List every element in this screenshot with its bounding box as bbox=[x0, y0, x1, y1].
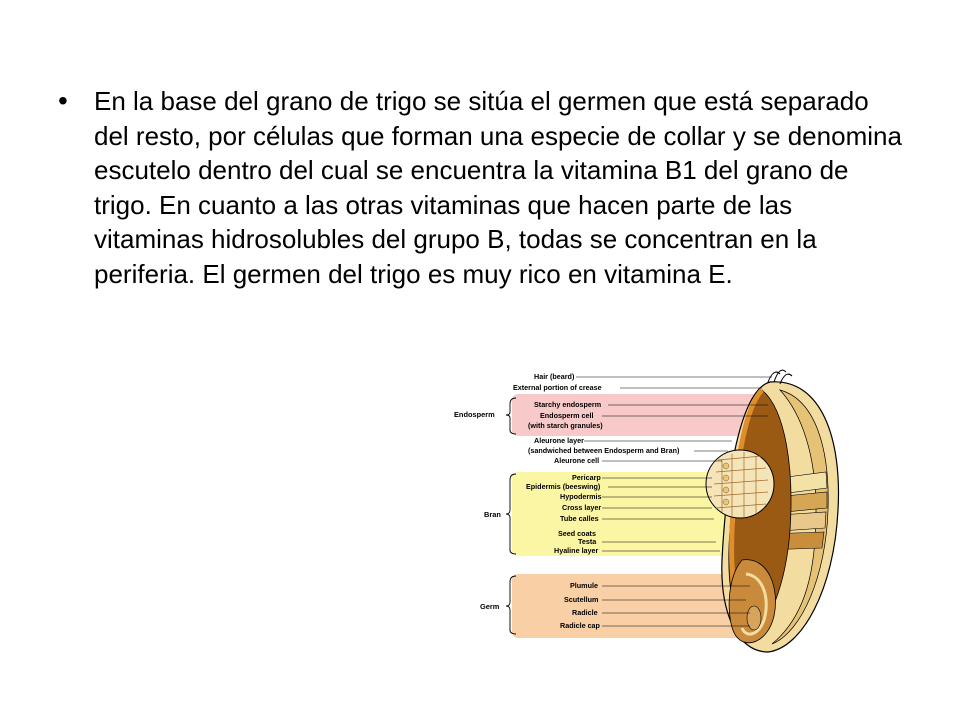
label-hyaline-layer: Hyaline layer bbox=[554, 546, 599, 555]
label-external-crease: External portion of crease bbox=[513, 383, 602, 392]
group-label-endosperm: Endosperm bbox=[454, 410, 495, 419]
magnified-granule-2 bbox=[723, 475, 729, 481]
magnified-granule-1 bbox=[723, 463, 729, 469]
label-endosperm-cell: Endosperm cell bbox=[540, 411, 594, 420]
label-starch-granules: (with starch granules) bbox=[528, 421, 603, 430]
bullet-text: En la base del grano de trigo se sitúa el germen que está separado del resto, por células que forman una especie de collar y se denomina escutelo dentro del cual se encuentra la vitamina B1 del grano de trigo. En cuanto a las otras vitaminas que hacen parte de las vitaminas hidrosolubles del grupo B, todas se concentran en la periferia. El germen del trigo es muy rico en vitamina E. bbox=[94, 86, 902, 289]
label-hypodermis: Hypodermis bbox=[560, 492, 602, 501]
label-starchy-endosperm: Starchy endosperm bbox=[534, 400, 602, 409]
label-aleurone-layer: Aleurone layer bbox=[534, 436, 584, 445]
label-aleurone-sandwich: (sandwiched between Endosperm and Bran) bbox=[528, 446, 680, 455]
magnified-granule-3 bbox=[723, 487, 729, 493]
label-testa: Testa bbox=[578, 537, 597, 546]
label-radicle: Radicle bbox=[572, 608, 598, 617]
label-aleurone-cell: Aleurone cell bbox=[554, 456, 600, 465]
label-plumule: Plumule bbox=[570, 581, 598, 590]
label-pericarp: Pericarp bbox=[572, 473, 601, 482]
bullet-marker: • bbox=[58, 85, 68, 116]
radicle-shape bbox=[747, 606, 761, 630]
label-scutellum: Scutellum bbox=[564, 595, 599, 604]
group-label-germ: Germ bbox=[480, 602, 500, 611]
label-tube-calles: Tube calles bbox=[560, 514, 599, 523]
group-label-bran: Bran bbox=[484, 510, 501, 519]
label-seed-coats: Seed coats bbox=[558, 529, 596, 538]
label-hair-beard: Hair (beard) bbox=[534, 372, 575, 381]
label-epidermis: Epidermis (beeswing) bbox=[526, 482, 601, 491]
wheat-kernel-diagram bbox=[450, 360, 950, 660]
label-cross-layer: Cross layer bbox=[562, 503, 602, 512]
magnified-granule-4 bbox=[723, 499, 729, 505]
label-radicle-cap: Radicle cap bbox=[560, 621, 600, 630]
